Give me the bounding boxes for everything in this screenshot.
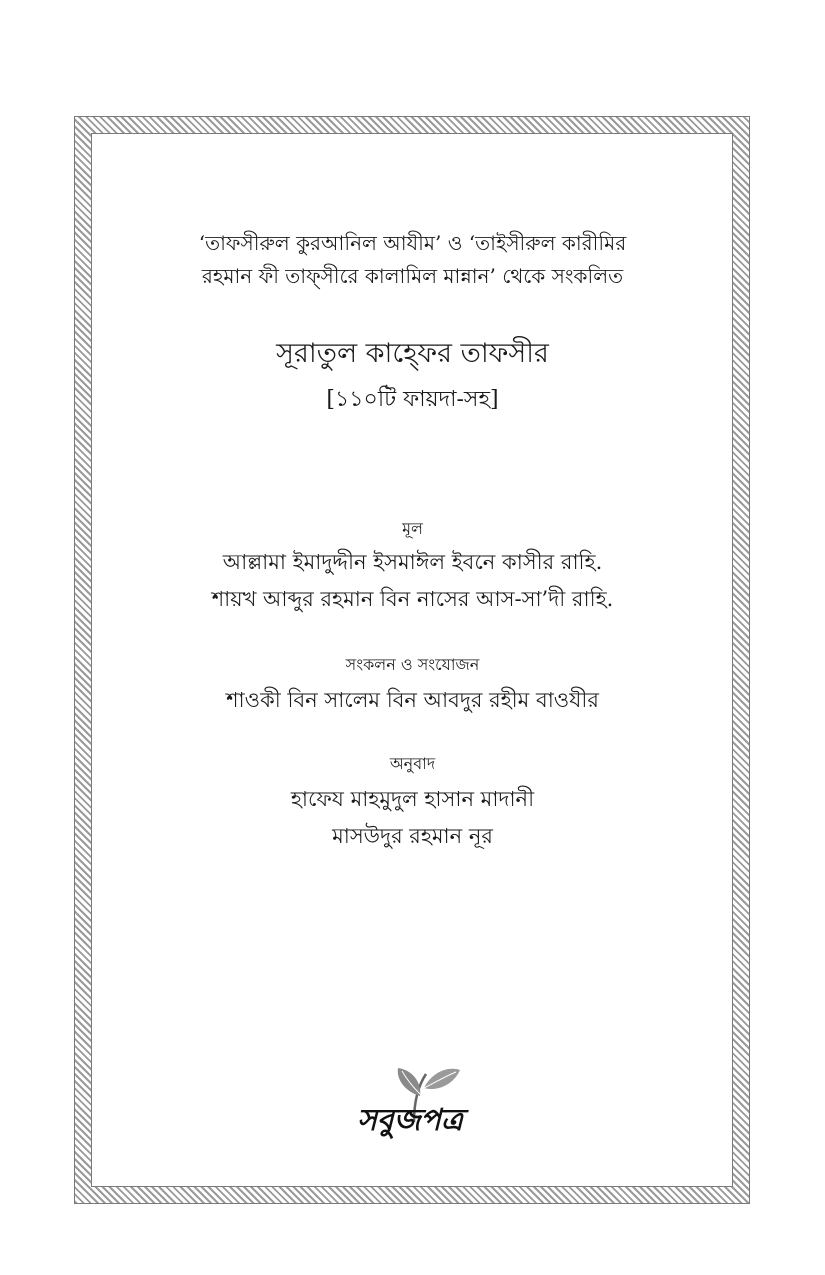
book-subtitle: [১১০টি ফায়দা-সহ] (326, 387, 499, 412)
book-title: সূরাতুল কাহ্ফের তাফসীর (276, 338, 549, 369)
original-label: মূল (402, 519, 423, 538)
source-line-1: ‘তাফসীরুল কুরআনিল আযীম’ ও ‘তাইসীরুল কারীমির (198, 231, 627, 255)
compilation-label: সংকলন ও সংযোজন (345, 655, 480, 674)
original-author-1: আল্লামা ইমাদুদ্দীন ইসমাঈল ইবনে কাসীর রাহি. (222, 550, 603, 574)
translator-2: মাসউদুর রহমান নূর (332, 824, 493, 848)
publisher-logo (340, 1062, 480, 1162)
translation-label: অনুবাদ (389, 754, 436, 773)
original-author-2: শায়খ আব্দুর রহমান বিন নাসের আস-সা’দী রাহি. (211, 587, 614, 611)
translator-1: হাফেয মাহমুদুল হাসান মাদানী (290, 787, 535, 811)
source-line-2: রহমান ফী তাফ্সীরে কালামিল মান্নান’ থেকে সংকলিত (201, 264, 624, 288)
publisher-logo-text: সবুজপত্র (357, 1103, 463, 1138)
compiler-name: শাওকী বিন সালেম বিন আবদুর রহীম বাওযীর (226, 688, 599, 712)
